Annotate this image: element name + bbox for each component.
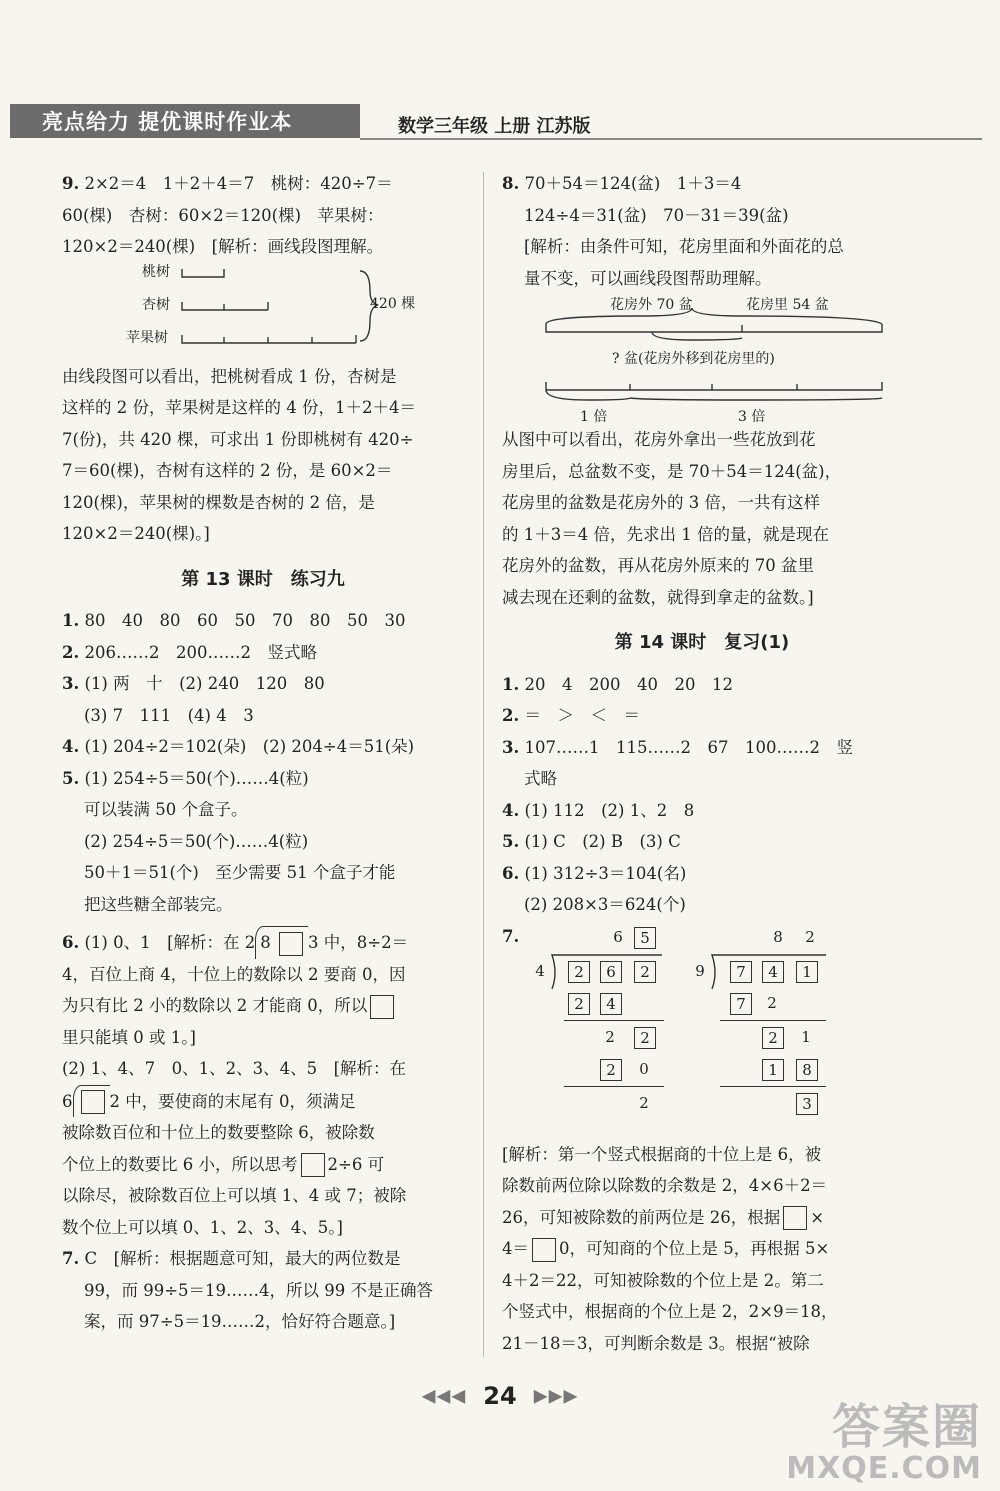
- book-title: 亮点给力 提优课时作业本: [42, 110, 293, 134]
- subtract-digit: 0: [639, 1059, 649, 1078]
- s14-q7-expl-6: 个竖式中，根据商的个位上是 2，2×9＝18，: [502, 1302, 838, 1321]
- dividend-box: 2: [634, 961, 656, 983]
- label-total: 420 棵: [370, 295, 416, 312]
- q9-expl-6: 120×2＝240(棵)。]: [62, 524, 210, 543]
- q9-line-3: 120×2＝240(棵) [解析：画线段图理解。: [62, 237, 384, 256]
- s13-q6-line-7: 被除数百位和十位上的数要整除 6，被除数: [62, 1123, 375, 1142]
- q-number: 4.: [502, 800, 520, 820]
- answer-text: (1) 112 (2) 1、2 8: [524, 800, 695, 820]
- q9-expl-3: 7(份)，共 420 棵，可求出 1 份即桃树有 420÷: [62, 429, 414, 449]
- quotient-box: 5: [634, 927, 656, 949]
- tree-segment-diagram: [62, 263, 464, 361]
- s14-q3: [502, 732, 902, 764]
- answer-text: (1) 312÷3＝104(名): [524, 863, 687, 883]
- s13-q5-line-3: (2) 254÷5＝50(个)……4(粒): [84, 831, 309, 851]
- s13-q5: [62, 763, 464, 795]
- q-number: 1.: [502, 674, 520, 694]
- q8-expl-5: 花房外的盆数，再从花房外原来的 70 盆里: [502, 556, 814, 575]
- subtract-box: 2: [600, 1059, 622, 1081]
- answer-text: ×: [810, 1207, 825, 1227]
- q8-line-4: 量不变，可以画线段图帮助理解。: [524, 268, 772, 288]
- final-remainder-box: 3: [796, 1093, 818, 1115]
- division-rule: [720, 1020, 826, 1022]
- q8-line-3: [解析：由条件可知，花房里面和外面花的总: [524, 237, 844, 256]
- answer-text: (1) 0、1 [解析：在 2: [84, 933, 256, 952]
- s13-q6: [62, 926, 464, 959]
- left-column: [62, 168, 464, 1338]
- s13-q6-line-8: [62, 1149, 464, 1181]
- blank-box: [783, 1206, 807, 1230]
- s13-q7-line-3: 案，而 97÷5＝19……2，恰好符合题意。]: [84, 1312, 396, 1331]
- q8-expl-3: 花房里的盆数是花房外的 3 倍，一共有这样: [502, 493, 820, 512]
- s13-q6-line-3: [62, 990, 464, 1022]
- answer-text: (1) 254÷5＝50(个)……4(粒): [84, 768, 309, 788]
- label-apricot: 杏树: [142, 296, 170, 313]
- s13-q6-line-6: [62, 1085, 464, 1118]
- s13-q5-line-5: 把这些糖全部装完。: [84, 894, 233, 914]
- q9-expl-5: 120(棵)，苹果树的棵数是杏树的 2 倍，是: [62, 492, 375, 512]
- answer-text: 107……1 115……2 67 100……2 竖: [524, 737, 853, 757]
- q-number: 7.: [502, 926, 520, 946]
- long-division-1: [530, 921, 680, 1139]
- s13-q6-line-2: 4，百位上商 4，十位上的数除以 2 要商 0，因: [62, 964, 406, 984]
- q9-expl-2: 这样的 2 份，苹果树是这样的 4 份，1＋2＋4＝: [62, 398, 416, 417]
- subtract-box: 1: [762, 1059, 784, 1081]
- book-subtitle: 数学三年级 上册 江苏版: [398, 116, 591, 137]
- answer-text: 个位上的数要比 6 小，所以思考: [62, 1154, 298, 1174]
- watermark-text-cn: 答案圈: [831, 1399, 982, 1455]
- column-divider: [483, 172, 484, 1357]
- header-rule: [360, 138, 982, 140]
- s14-q6: [502, 858, 902, 890]
- label-inside: 花房里 54 盆: [746, 297, 829, 313]
- blank-box: [81, 1090, 105, 1114]
- s13-q4: [62, 731, 464, 763]
- answer-text: 26，可知被除数的前两位是 26，根据: [502, 1207, 781, 1227]
- s13-q6-line-5: (2) 1、4、7 0、1、2、3、4、5 [解析：在: [62, 1059, 407, 1078]
- q9-line-2: 60(棵) 杏树：60×2＝120(棵) 苹果树：: [62, 205, 384, 225]
- left-arrows-icon: ◀◀◀: [421, 1385, 467, 1407]
- s14-q5: [502, 826, 902, 858]
- s14-q3-line-2: 式略: [524, 769, 557, 788]
- s14-q1: [502, 669, 902, 701]
- q-number: 7.: [62, 1249, 80, 1268]
- subtract-box: 8: [796, 1059, 818, 1081]
- q8-expl-4: 的 1＋3＝4 倍，先求出 1 倍的量，就是现在: [502, 524, 829, 544]
- answer-text: 3 中，8÷2＝: [308, 933, 409, 952]
- digit: 6: [62, 1091, 73, 1111]
- label-outside: 花房外 70 盆: [610, 297, 693, 313]
- page-number: 24: [483, 1382, 517, 1410]
- s14-q7-expl-3: [502, 1202, 902, 1234]
- watermark-url: MXQE.COM: [786, 1451, 982, 1486]
- division-rule: [564, 1086, 664, 1088]
- section-14-title: 第 14 课时 复习(1): [614, 632, 790, 653]
- s14-q7-expl-4: [502, 1233, 902, 1265]
- right-column: [502, 168, 902, 1359]
- digit: 8: [260, 933, 271, 952]
- s13-q6-line-9: 以除尽，被除数百位上可以填 1、4 或 7；被除: [62, 1186, 407, 1205]
- q9-expl-4: 7＝60(棵)，杏树有这样的 2 份，是 60×2＝: [62, 461, 393, 480]
- blank-box: [370, 995, 394, 1019]
- s13-q2: [62, 637, 464, 669]
- subtract-box: 2: [568, 993, 590, 1015]
- answer-text: 70＋54＝124(盆) 1＋3＝4: [524, 174, 742, 193]
- answer-text: C [解析：根据题意可知，最大的两位数是: [84, 1249, 401, 1268]
- answer-text: (1) 两 十 (2) 240 120 80: [84, 674, 325, 693]
- s13-q6-line-10: 数个位上可以填 0、1、2、3、4、5。]: [62, 1217, 343, 1237]
- s14-q6-line-2: (2) 208×3＝624(个): [524, 895, 686, 914]
- s13-q1: [62, 605, 464, 637]
- s13-q7-line-2: 99，而 99÷5＝19……4，所以 99 不是正确答: [84, 1280, 434, 1300]
- q9-expl-1: 由线段图可以看出，把桃树看成 1 份，杏树是: [62, 366, 397, 386]
- q-number: 1.: [62, 611, 80, 630]
- dividend-box: 4: [762, 961, 784, 983]
- q8-expl-2: 房里后，总盆数不变，是 70＋54＝124(盆)，: [502, 461, 842, 481]
- blank-box: [301, 1153, 325, 1177]
- q8-expl-6: 减去现在还剩的盆数，就得到拿走的盆数。]: [502, 587, 814, 607]
- quotient-digit: 6: [613, 927, 623, 946]
- division-bracket: [73, 1085, 110, 1118]
- remainder-digit: 2: [605, 1027, 615, 1046]
- label-one-times: 1 倍: [580, 409, 608, 425]
- dividend-box: 1: [796, 961, 818, 983]
- final-remainder: 2: [639, 1093, 649, 1112]
- divisor: 9: [695, 961, 705, 980]
- long-division-area: [530, 921, 902, 1139]
- answer-text: (1) 204÷2＝102(朵) (2) 204÷4＝51(朵): [84, 737, 415, 756]
- q9-line-1: [62, 168, 464, 200]
- s14-q7-expl-5: 4＋2＝22，可知被除数的个位上是 2。第二: [502, 1270, 824, 1290]
- dividend-box: 2: [568, 961, 590, 983]
- subtract-box: 4: [600, 993, 622, 1015]
- s13-q6-line-4: 里只能填 0 或 1。]: [62, 1027, 196, 1047]
- answer-text: 80 40 80 60 50 70 80 50 30: [84, 611, 406, 630]
- answer-text: 4＝: [502, 1239, 529, 1258]
- blank-box: [279, 932, 303, 956]
- long-division-2: [690, 921, 840, 1139]
- s13-q3: [62, 668, 464, 700]
- quotient-digit: 2: [805, 927, 815, 946]
- answer-text: 206……2 200……2 竖式略: [84, 642, 317, 662]
- right-arrows-icon: ▶▶▶: [533, 1385, 579, 1407]
- s14-q2: [502, 700, 902, 732]
- answer-text: 2 中，要使商的末尾有 0，须满足: [109, 1091, 356, 1111]
- q-number: 2.: [62, 642, 80, 662]
- division-bracket: [255, 926, 308, 959]
- s14-q7-expl-1: [解析：第一个竖式根据商的十位上是 6，被: [502, 1144, 822, 1164]
- watermark: [786, 1401, 982, 1485]
- answer-text: 0，可知商的个位上是 5，再根据 5×: [559, 1239, 830, 1258]
- flower-segment-diagram: [502, 294, 902, 424]
- dividend-box: 7: [730, 961, 752, 983]
- q-number: 4.: [62, 737, 80, 756]
- q-number: 5.: [502, 832, 520, 851]
- answer-text: 2÷6 可: [327, 1154, 385, 1174]
- label-three-times: 3 倍: [738, 409, 766, 425]
- page-header: [10, 100, 982, 142]
- answer-text: ＝ ＞ ＜ ＝: [524, 706, 640, 725]
- label-moved: ? 盆(花房外移到花房里的): [612, 351, 775, 367]
- s13-q5-line-4: 50＋1＝51(个) 至少需要 51 个盒子才能: [84, 863, 396, 882]
- blank-box: [532, 1238, 556, 1262]
- answer-text: 20 4 200 40 20 12: [524, 674, 733, 694]
- q8-line-2: 124÷4＝31(盆) 70－31＝39(盆): [524, 205, 789, 225]
- s14-q7-expl-7: 21－18＝3，可判断余数是 3。根据“被除: [502, 1333, 810, 1353]
- remainder-box: 2: [634, 1027, 656, 1049]
- q8-line-1: [502, 168, 902, 200]
- s13-q5-line-2: 可以装满 50 个盒子。: [84, 800, 248, 819]
- q-number: 6.: [502, 863, 520, 883]
- q-number: 2.: [502, 706, 520, 725]
- q-number: 8.: [502, 174, 520, 193]
- remainder-digit: 1: [801, 1027, 811, 1046]
- division-rule: [564, 1020, 664, 1022]
- segment-lines: [180, 263, 390, 361]
- remainder-box: 2: [762, 1027, 784, 1049]
- q8-expl-1: 从图中可以看出，花房外拿出一些花放到花: [502, 430, 816, 449]
- s13-q3-line-2: (3) 7 111 (4) 4 3: [84, 705, 254, 725]
- s14-q7-expl-2: 除数前两位除以除数的余数是 2，4×6＋2＝: [502, 1176, 828, 1195]
- s13-q7: [62, 1243, 464, 1275]
- s14-q4: [502, 795, 902, 827]
- q-number: 6.: [62, 933, 80, 952]
- divisor: 4: [535, 961, 545, 980]
- q9-number: 9.: [62, 174, 80, 193]
- section-13-title: 第 13 课时 练习九: [181, 568, 345, 590]
- division-rule: [720, 1086, 826, 1088]
- subtract-digit: 2: [767, 993, 777, 1012]
- answer-text: 为只有比 2 小的数除以 2 才能商 0，所以: [62, 996, 368, 1015]
- q-number: 3.: [62, 674, 80, 693]
- label-apple: 苹果树: [126, 329, 168, 346]
- quotient-digit: 8: [773, 927, 783, 946]
- subtract-box: 7: [730, 993, 752, 1015]
- q-number: 3.: [502, 737, 520, 757]
- answer-text: (1) C (2) B (3) C: [524, 832, 681, 851]
- q9-text-1: 2×2＝4 1＋2＋4＝7 桃树：420÷7＝: [84, 174, 393, 193]
- q-number: 5.: [62, 768, 80, 788]
- label-peach: 桃树: [142, 263, 170, 280]
- dividend-box: 6: [600, 961, 622, 983]
